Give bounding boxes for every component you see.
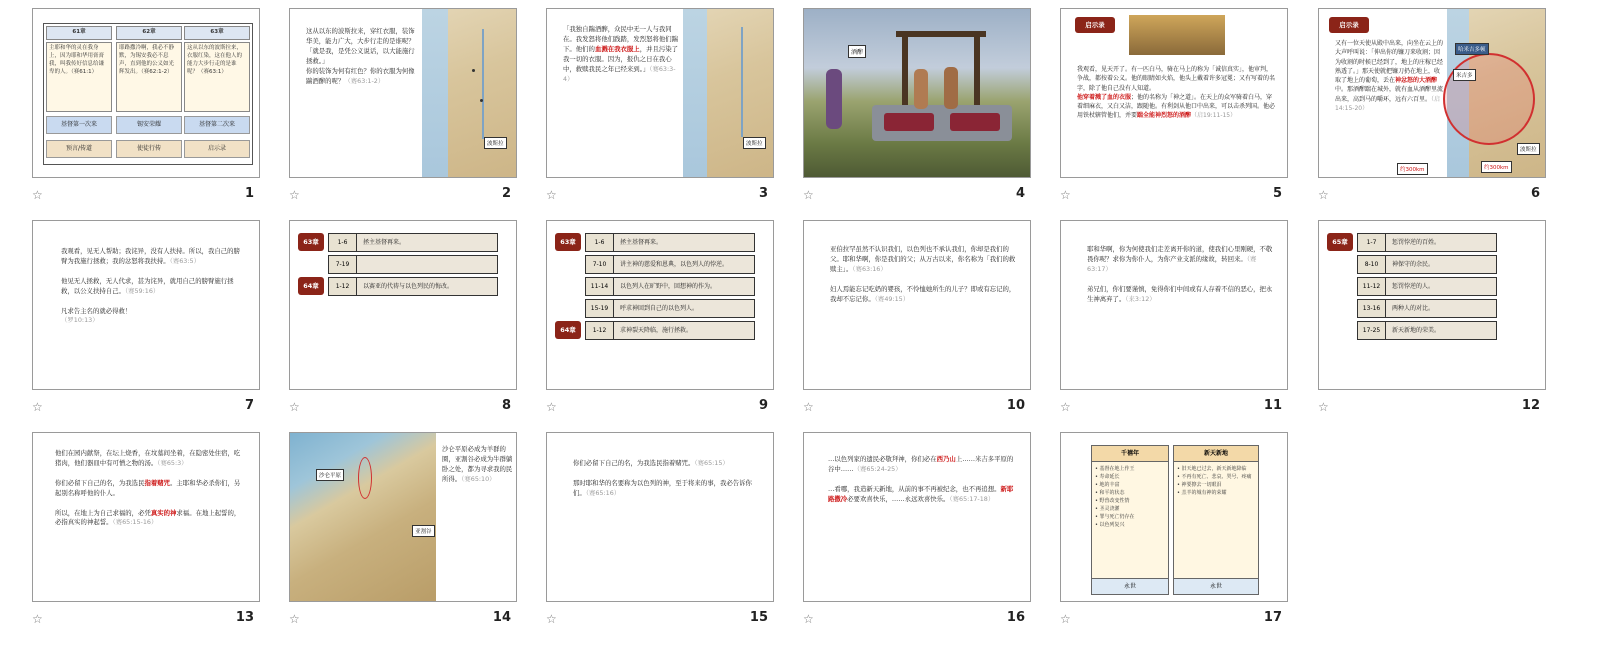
slide-number: 3 — [758, 186, 768, 201]
outline-row: 8-10 神保守的余民。 — [1357, 255, 1497, 274]
slide-number: 17 — [1263, 610, 1282, 625]
slide-number: 2 — [501, 186, 511, 201]
outline-row: 17-25 新天新地的荣美。 — [1357, 321, 1497, 340]
slide-canvas — [1318, 8, 1546, 178]
new-heaven-column: 新天新地 • 旧天地已过去，新天新地降临 • 不再有死亡、悲哀、哭号、疼痛 • 神要擦去一切眼泪 • 羔羊的城有神的荣耀 永世 — [1173, 445, 1259, 595]
outline-row: 1-6 拯主基督再来。 — [328, 233, 498, 252]
slide-canvas — [289, 8, 517, 178]
feature-item: • 基督在地上作王 — [1095, 466, 1135, 472]
winepress-painting — [804, 9, 1030, 177]
star-icon[interactable]: ☆ — [546, 612, 557, 626]
slide-thumbnail-11[interactable] — [1058, 212, 1290, 412]
slide-canvas — [289, 432, 517, 602]
map-image — [422, 9, 517, 178]
slide-number: 13 — [235, 610, 254, 625]
chapter-badge-63: 63章 — [555, 233, 581, 251]
star-icon[interactable]: ☆ — [546, 400, 557, 414]
row3-1: 预言/传道 — [46, 140, 112, 158]
outline-row: 7-19 — [328, 255, 498, 274]
revelation-badge: 启示录 — [1075, 17, 1115, 33]
feature-item: • 地的丰富 — [1095, 482, 1120, 488]
slide-canvas — [1060, 220, 1288, 390]
slide-canvas — [289, 220, 517, 390]
slide-thumbnail-12[interactable] — [1316, 212, 1548, 412]
slide-canvas — [1060, 432, 1288, 602]
revelation-badge: 启示录 — [1329, 17, 1369, 33]
feature-item: • 旧天地已过去，新天新地降临 — [1177, 466, 1247, 472]
slide-thumbnail-4[interactable] — [801, 0, 1033, 200]
slide-canvas — [32, 8, 260, 178]
slide-text: 沙仑平原必成为羊群的圈，亚割谷必成为牛群躺卧之处，都为寻求我的民所得。（赛65:10） — [442, 445, 513, 483]
star-icon[interactable]: ☆ — [1060, 612, 1071, 626]
map-label-bozrah: 波斯拉 — [1517, 143, 1540, 155]
header-61: 61章 — [46, 26, 112, 40]
slide-text: 我观看，见天开了。有一匹白马，骑在马上的称为「诚信真实」，他审判，争战，都按着公义。他的眼睛如火焰，他头上戴着许多冠冕；又有写着的名字，除了他自己没有人知道。 他穿着溅了血的衣服；他的名称为「神之道」。在天上的众军骑着白马，穿着细麻衣，又白又洁，跟随他。有利剑从他口中出来，可以击杀列国。他必用铁杖辖管他们，并要踹全能神烈怒的酒醡（启19:11-15） — [1077, 66, 1276, 120]
feature-item: • 野兽改变性情 — [1095, 498, 1130, 504]
star-icon[interactable]: ☆ — [1318, 400, 1329, 414]
chapter-badge-64: 64章 — [298, 277, 324, 295]
header-63: 63章 — [184, 26, 250, 40]
horseman-image — [1129, 15, 1225, 55]
map-label-sharon: 沙仑平原 — [316, 469, 344, 481]
slide-text: 「我独自踹酒醡，众民中无一人与我同在。我发怒将他们践踏，发烈怒将他们踹下。他们的血溅在我衣服上，并且污染了我一切的衣服。因为，报仇之日在我心中，救赎我民之年已经来到。」（赛63:3-4） — [563, 25, 679, 83]
slide-thumbnail-14[interactable] — [287, 424, 519, 624]
millennium-column: 千禧年 • 基督在地上作王 • 寿命延长 • 地的丰富 • 和平的状态 • 野兽改变性情 • 圣灵浇灌 • 罪与死亡仍存在 • 以色列复兴 永世 — [1091, 445, 1169, 595]
outline-row: 1-12 求神裂天降临，施行拯救。 — [585, 321, 755, 340]
slide-canvas — [546, 8, 774, 178]
slide-number: 7 — [244, 398, 254, 413]
slide-thumbnail-1[interactable] — [30, 0, 262, 200]
slide-thumbnail-13[interactable] — [30, 424, 262, 624]
slide-number: 14 — [492, 610, 511, 625]
slide-thumbnail-8[interactable] — [287, 212, 519, 412]
slide-text: 他们在园内献祭，在坛上烧香，在坟墓间坐着，在隐密处住宿，吃猪肉，他们器皿中有可憎之物的汤。（赛65:3） 你们必留下自己的名，为我选民指着赌咒。主耶和华必杀你们，另起别名称呼他的仆人。 所以，在地上为自己求福的，必凭真实的神求福。在地上起誓的，必指真实的神起誓。（赛65:15-16） — [55, 449, 241, 527]
slide-thumbnail-16[interactable] — [801, 424, 1033, 624]
slide-canvas — [1318, 220, 1546, 390]
slide-thumbnail-15[interactable] — [544, 424, 776, 624]
star-icon[interactable]: ☆ — [803, 612, 814, 626]
slide-text: 又有一位天使从殿中出来，向坐在云上的大声呼叫说：「伸出你的镰刀来收割；因为收割的时候已经到了，地上的庄稼已经熟透了。」那天使就把镰刀扔在地上，收取了地上的葡萄，丢在神忿怒的大酒醡中。那酒醡踹在城外，就有血从酒醡里流出来，高到马的嚼环，远有六百里。（启14:15-20） — [1335, 40, 1444, 113]
feature-item: • 寿命延长 — [1095, 474, 1120, 480]
star-icon[interactable]: ☆ — [1060, 400, 1071, 414]
chapter-badge-64: 64章 — [555, 321, 581, 339]
slide-number: 8 — [501, 398, 511, 413]
feature-item: • 不再有死亡、悲哀、哭号、疼痛 — [1177, 474, 1252, 480]
slide-number: 4 — [1015, 186, 1025, 201]
slide-text: 我观看，见无人帮助；我诧异，没有人扶持。所以，我自己的膀臂为我施行拯救；我的忿怒将我扶持。（赛63:5） 他见无人拯救，无人代求，甚为诧异，就用自己的膀臂施行拯救，以公义扶持自己。（赛59:16） 凡求告主名的就必得救！ （罗10:13） — [61, 247, 240, 325]
star-icon[interactable]: ☆ — [1318, 188, 1329, 202]
first-coming: 基督第一次来 — [46, 116, 112, 134]
slide-thumbnail-6[interactable] — [1316, 0, 1548, 200]
slide-number: 16 — [1006, 610, 1025, 625]
slide-canvas — [803, 8, 1031, 178]
slide-canvas — [1060, 8, 1288, 178]
feature-item: • 罪与死亡仍存在 — [1095, 514, 1135, 520]
winepress-label: 酒醡 — [848, 45, 866, 58]
feature-item: • 圣灵浇灌 — [1095, 506, 1120, 512]
star-icon[interactable]: ☆ — [289, 400, 300, 414]
zion-glory: 锡安荣耀 — [116, 116, 182, 134]
slide-text: …以色列家的遗民必敬拜神，你们必在西乃山上……米吉多平原的谷中……（赛65:24-25） …看哪，我造新天新地，从前的事不再被纪念，也不再追想。新耶路撒冷必要欢喜快乐，……永远欢喜快乐。（赛65:17-18） — [828, 455, 1014, 503]
outline-row: 13-16 两种人的对比。 — [1357, 299, 1497, 318]
feature-item: • 以色列复兴 — [1095, 522, 1125, 528]
row3-2: 使徒行传 — [116, 140, 182, 158]
star-icon[interactable]: ☆ — [32, 188, 43, 202]
star-icon[interactable]: ☆ — [803, 400, 814, 414]
star-icon[interactable]: ☆ — [289, 188, 300, 202]
map-image — [683, 9, 774, 178]
map-label-megiddo: 米吉多 — [1453, 69, 1476, 81]
outline-row: 1-6 拯主基督再来。 — [585, 233, 755, 252]
map-label-armageddon: 哈米吉多顿 — [1455, 43, 1489, 55]
slide-canvas — [32, 220, 260, 390]
outline-row: 11-12 惩罚悖逆的人。 — [1357, 277, 1497, 296]
distance-label: 约300km — [1481, 161, 1512, 173]
outline-row: 11-14 以色列人在旷野中，回想神的作为。 — [585, 277, 755, 296]
slide-number: 10 — [1006, 398, 1025, 413]
slide-canvas — [32, 432, 260, 602]
slide-number: 12 — [1521, 398, 1540, 413]
slide-thumbnail-5[interactable] — [1058, 0, 1290, 200]
header-62: 62章 — [116, 26, 182, 40]
slide-text: 你们必留下自己的名，为我选民指着赌咒。（赛65:15） 那时耶和华的名要称为以色列的神，至于将来的事，我必告诉你们。（赛65:16） — [573, 459, 752, 497]
slide-number: 1 — [244, 186, 254, 201]
outline-row: 15-19 呼求神回到自己的以色列人。 — [585, 299, 755, 318]
star-icon[interactable]: ☆ — [289, 612, 300, 626]
chapter-badge-63: 63章 — [298, 233, 324, 251]
second-coming: 基督第二次来 — [184, 116, 250, 134]
chapter-table — [43, 23, 253, 165]
outline-row: 1-12 以赛亚的代祷与以色列民的悔改。 — [328, 277, 498, 296]
slide-thumbnail-2[interactable] — [287, 0, 519, 200]
map-image — [290, 433, 436, 601]
cell-63: 这从以东的波斯拉来，衣服红染，这在他人的能力大步行走的是谁呢？（赛63:1） — [184, 42, 250, 112]
cell-62: 耶路撒冷啊，我必不静默，为锡安我必不息声，直到他的公义如光辉发出。（赛62:1-2） — [116, 42, 182, 112]
slide-thumbnail-7[interactable] — [30, 212, 262, 412]
slide-canvas — [546, 220, 774, 390]
row3-3: 启示录 — [184, 140, 250, 158]
slide-text: 耶和华啊，你为何使我们走差离开你的道，使我们心里刚硬，不敬畏你呢？求你为你仆人，为你产业支派的缘故，转回来。（赛63:17） 弟兄们，你们要谨慎，免得你们中间或有人存着不信的恶心，把永生神离弃了。（来3:12） — [1087, 245, 1273, 303]
outline-row: 1-7 惩罚悖逆的百姓。 — [1357, 233, 1497, 252]
feature-item: • 神要擦去一切眼泪 — [1177, 482, 1222, 488]
distance-label-2: 约300km — [1397, 163, 1428, 175]
slide-number: 6 — [1530, 186, 1540, 201]
cell-61: 主耶和华的灵在我身上，因为耶和华用膏膏我，叫我传好信息给谦卑的人。（赛61:1） — [46, 42, 112, 112]
slide-number: 11 — [1263, 398, 1282, 413]
map-image — [1447, 9, 1546, 178]
slide-number: 9 — [758, 398, 768, 413]
star-icon[interactable]: ☆ — [32, 400, 43, 414]
star-icon[interactable]: ☆ — [32, 612, 43, 626]
slide-canvas — [546, 432, 774, 602]
slide-thumbnail-9[interactable] — [544, 212, 776, 412]
slide-number: 5 — [1272, 186, 1282, 201]
map-label-achor: 亚割谷 — [412, 525, 435, 537]
map-label: 波斯拉 — [484, 137, 507, 149]
slide-thumbnail-10[interactable] — [801, 212, 1033, 412]
chapter-badge-65: 65章 — [1327, 233, 1353, 251]
slide-canvas — [803, 220, 1031, 390]
feature-item: • 和平的状态 — [1095, 490, 1125, 496]
feature-item: • 羔羊的城有神的荣耀 — [1177, 490, 1227, 496]
star-icon[interactable]: ☆ — [803, 188, 814, 202]
star-icon[interactable]: ☆ — [1060, 188, 1071, 202]
slide-thumbnail-3[interactable] — [544, 0, 776, 200]
slide-thumbnail-17[interactable] — [1058, 424, 1290, 624]
slide-text: 这从以东的波斯拉来，穿红衣服，装饰华美，能力广大，大步行走的是谁呢？ 「就是我，是凭公义说话，以大能施行拯救。」 你的装饰为何有红色？你的衣服为何像踹酒醡的呢？（赛63:1-2） — [306, 27, 415, 85]
slide-canvas — [803, 432, 1031, 602]
star-icon[interactable]: ☆ — [546, 188, 557, 202]
outline-row: 7-10 讲主神的慈爱和恩典，以色列人的悖逆。 — [585, 255, 755, 274]
slide-number: 15 — [749, 610, 768, 625]
slide-text: 亚伯拉罕虽然不认识我们，以色列也不承认我们，你却是我们的父。耶和华啊，你是我们的父；从万古以来，你名称为「我们的救赎主」。（赛63:16） 妇人焉能忘记吃奶的婴孩，不怜恤她所生的儿子？即或有忘记的，我却不忘记你。（赛49:15） — [830, 245, 1016, 303]
map-label: 波斯拉 — [743, 137, 766, 149]
